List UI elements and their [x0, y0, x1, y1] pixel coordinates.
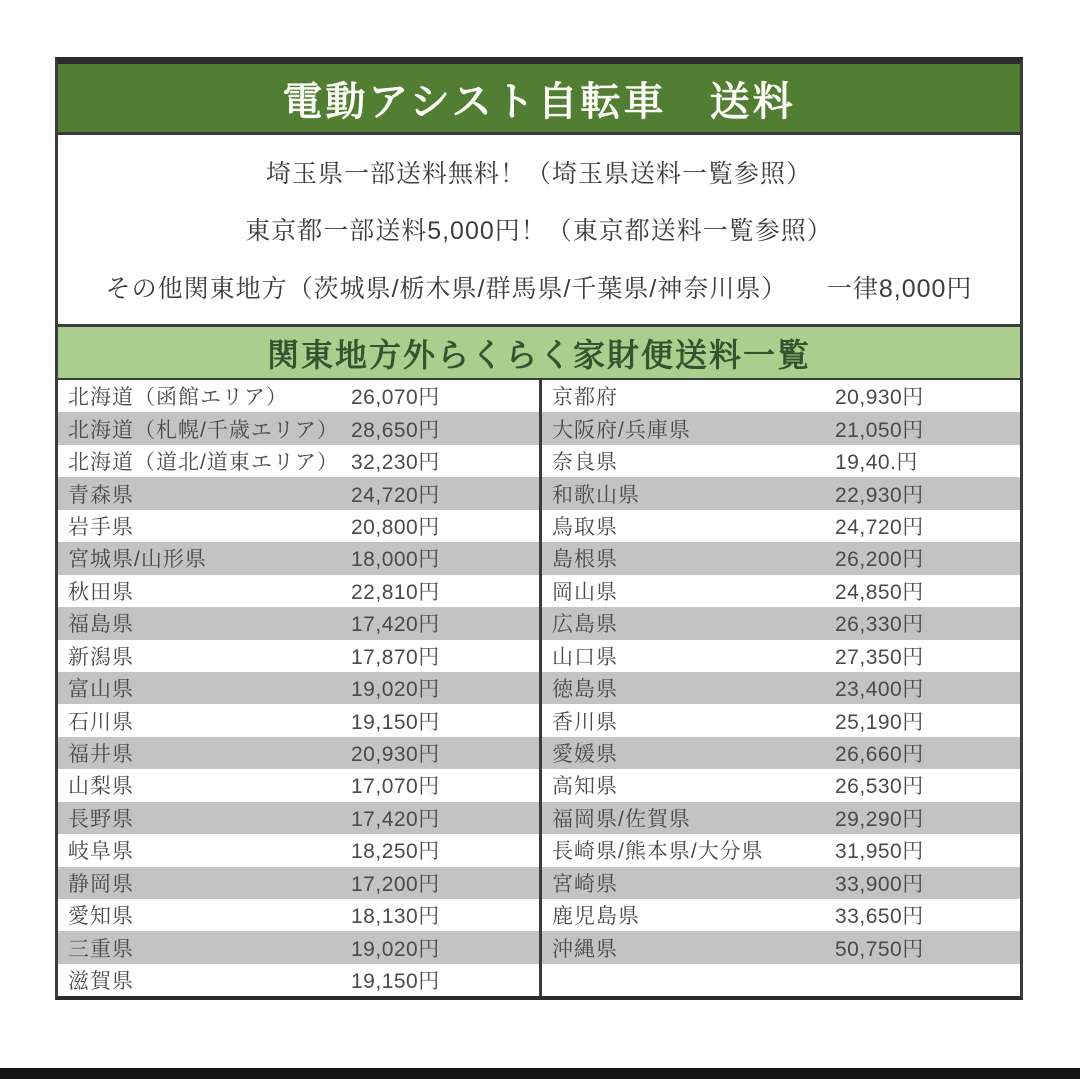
shipping-price: 28,650円	[351, 418, 440, 442]
table-row	[542, 575, 1020, 607]
prefecture-name: 愛媛県	[552, 743, 618, 767]
prefecture-name: 福井県	[68, 743, 134, 767]
table-title-bar	[58, 324, 1020, 380]
prefecture-name: 秋田県	[68, 580, 134, 604]
table-row	[58, 510, 539, 542]
table-row	[58, 607, 539, 639]
shipping-price: 25,190円	[835, 710, 924, 734]
prefecture-name: 和歌山県	[552, 483, 640, 507]
shipping-price: 17,070円	[351, 775, 440, 799]
prefecture-name: 富山県	[68, 678, 134, 702]
table-row	[542, 769, 1020, 801]
table-row	[542, 802, 1020, 834]
table-row	[542, 867, 1020, 899]
shipping-price: 17,200円	[351, 872, 440, 896]
shipping-fee-table	[58, 380, 1020, 996]
table-row	[58, 640, 539, 672]
page-title: 電動アシスト自転車 送料	[282, 79, 796, 124]
notice-section	[58, 135, 1020, 324]
table-row	[542, 737, 1020, 769]
shipping-price: 23,400円	[835, 678, 924, 702]
table-row	[58, 802, 539, 834]
prefecture-name: 福岡県/佐賀県	[552, 807, 691, 831]
table-row	[58, 931, 539, 963]
table-column-left	[58, 380, 539, 996]
prefecture-name: 山梨県	[68, 775, 134, 799]
table-row	[58, 672, 539, 704]
shipping-price: 50,750円	[835, 937, 924, 961]
table-row	[542, 412, 1020, 444]
prefecture-name: 島根県	[552, 548, 618, 572]
table-row	[58, 412, 539, 444]
prefecture-name: 岡山県	[552, 580, 618, 604]
prefecture-name: 長野県	[68, 807, 134, 831]
prefecture-name: 石川県	[68, 710, 134, 734]
table-row	[58, 380, 539, 412]
shipping-price: 33,900円	[835, 872, 924, 896]
shipping-price: 17,420円	[351, 613, 440, 637]
prefecture-name: 鹿児島県	[552, 905, 640, 929]
shipping-price: 19,020円	[351, 937, 440, 961]
prefecture-name: 北海道（函館エリア）	[68, 386, 288, 410]
shipping-price: 24,850円	[835, 580, 924, 604]
shipping-price: 29,290円	[835, 807, 924, 831]
notice-saitama: 埼玉県一部送料無料！（埼玉県送料一覧参照）	[265, 159, 812, 188]
table-row	[58, 542, 539, 574]
table-row	[58, 477, 539, 509]
shipping-price: 19,40.円	[835, 451, 918, 475]
bottom-black-bar	[0, 1068, 1080, 1079]
table-row	[542, 834, 1020, 866]
prefecture-name: 高知県	[552, 775, 618, 799]
table-row	[542, 672, 1020, 704]
prefecture-name: 静岡県	[68, 872, 134, 896]
shipping-price: 26,660円	[835, 743, 924, 767]
prefecture-name: 宮崎県	[552, 872, 618, 896]
prefecture-name: 京都府	[552, 386, 618, 410]
table-row	[58, 867, 539, 899]
table-row	[58, 575, 539, 607]
prefecture-name: 奈良県	[552, 451, 618, 475]
prefecture-name: 北海道（道北/道東エリア）	[68, 451, 339, 475]
prefecture-name: 岩手県	[68, 515, 134, 539]
prefecture-name: 滋賀県	[68, 970, 134, 994]
prefecture-name: 宮城県/山形県	[68, 548, 207, 572]
prefecture-name: 新潟県	[68, 645, 134, 669]
prefecture-name: 鳥取県	[552, 515, 618, 539]
prefecture-name: 福島県	[68, 613, 134, 637]
prefecture-name: 広島県	[552, 613, 618, 637]
shipping-price: 22,930円	[835, 483, 924, 507]
notice-tokyo: 東京都一部送料5,000円！（東京都送料一覧参照）	[245, 217, 833, 246]
table-row	[542, 931, 1020, 963]
shipping-price: 20,800円	[351, 515, 440, 539]
shipping-price: 20,930円	[835, 386, 924, 410]
prefecture-name: 香川県	[552, 710, 618, 734]
shipping-price: 18,000円	[351, 548, 440, 572]
shipping-price: 26,200円	[835, 548, 924, 572]
shipping-notice-panel	[55, 57, 1023, 1000]
table-row	[58, 737, 539, 769]
shipping-price: 33,650円	[835, 905, 924, 929]
shipping-price: 18,130円	[351, 905, 440, 929]
table-row	[542, 640, 1020, 672]
notice-other-kanto: その他関東地方（茨城県/栃木県/群馬県/千葉県/神奈川県） 一律8,000円	[105, 275, 973, 304]
shipping-price: 19,150円	[351, 710, 440, 734]
table-row	[58, 704, 539, 736]
prefecture-name: 岐阜県	[68, 840, 134, 864]
shipping-price: 31,950円	[835, 840, 924, 864]
shipping-price: 19,020円	[351, 678, 440, 702]
shipping-price: 17,420円	[351, 807, 440, 831]
table-row	[542, 607, 1020, 639]
table-row	[542, 542, 1020, 574]
shipping-price: 26,070円	[351, 386, 440, 410]
main-title-bar	[58, 64, 1020, 135]
shipping-price: 18,250円	[351, 840, 440, 864]
table-row	[542, 510, 1020, 542]
table-row	[58, 899, 539, 931]
shipping-price: 26,330円	[835, 613, 924, 637]
shipping-price: 19,150円	[351, 970, 440, 994]
prefecture-name: 青森県	[68, 483, 134, 507]
shipping-price: 27,350円	[835, 645, 924, 669]
table-row	[58, 964, 539, 996]
prefecture-name: 山口県	[552, 645, 618, 669]
table-row	[58, 769, 539, 801]
shipping-price: 20,930円	[351, 743, 440, 767]
prefecture-name: 三重県	[68, 937, 134, 961]
shipping-price: 24,720円	[351, 483, 440, 507]
shipping-price: 32,230円	[351, 451, 440, 475]
shipping-price: 21,050円	[835, 418, 924, 442]
shipping-price: 22,810円	[351, 580, 440, 604]
table-row	[542, 964, 1020, 996]
table-row	[58, 834, 539, 866]
table-title: 関東地方外らくらく家財便送料一覧	[266, 336, 811, 373]
shipping-price: 24,720円	[835, 515, 924, 539]
shipping-price: 17,870円	[351, 645, 440, 669]
prefecture-name: 大阪府/兵庫県	[552, 418, 691, 442]
prefecture-name: 北海道（札幌/千歳エリア）	[68, 418, 339, 442]
table-row	[542, 704, 1020, 736]
table-row	[58, 445, 539, 477]
table-row	[542, 899, 1020, 931]
shipping-price: 26,530円	[835, 775, 924, 799]
table-row	[542, 445, 1020, 477]
prefecture-name: 沖縄県	[552, 937, 618, 961]
prefecture-name: 愛知県	[68, 905, 134, 929]
table-column-right	[539, 380, 1020, 996]
table-row	[542, 380, 1020, 412]
prefecture-name: 長崎県/熊本県/大分県	[552, 840, 764, 864]
prefecture-name: 徳島県	[552, 678, 618, 702]
table-row	[542, 477, 1020, 509]
